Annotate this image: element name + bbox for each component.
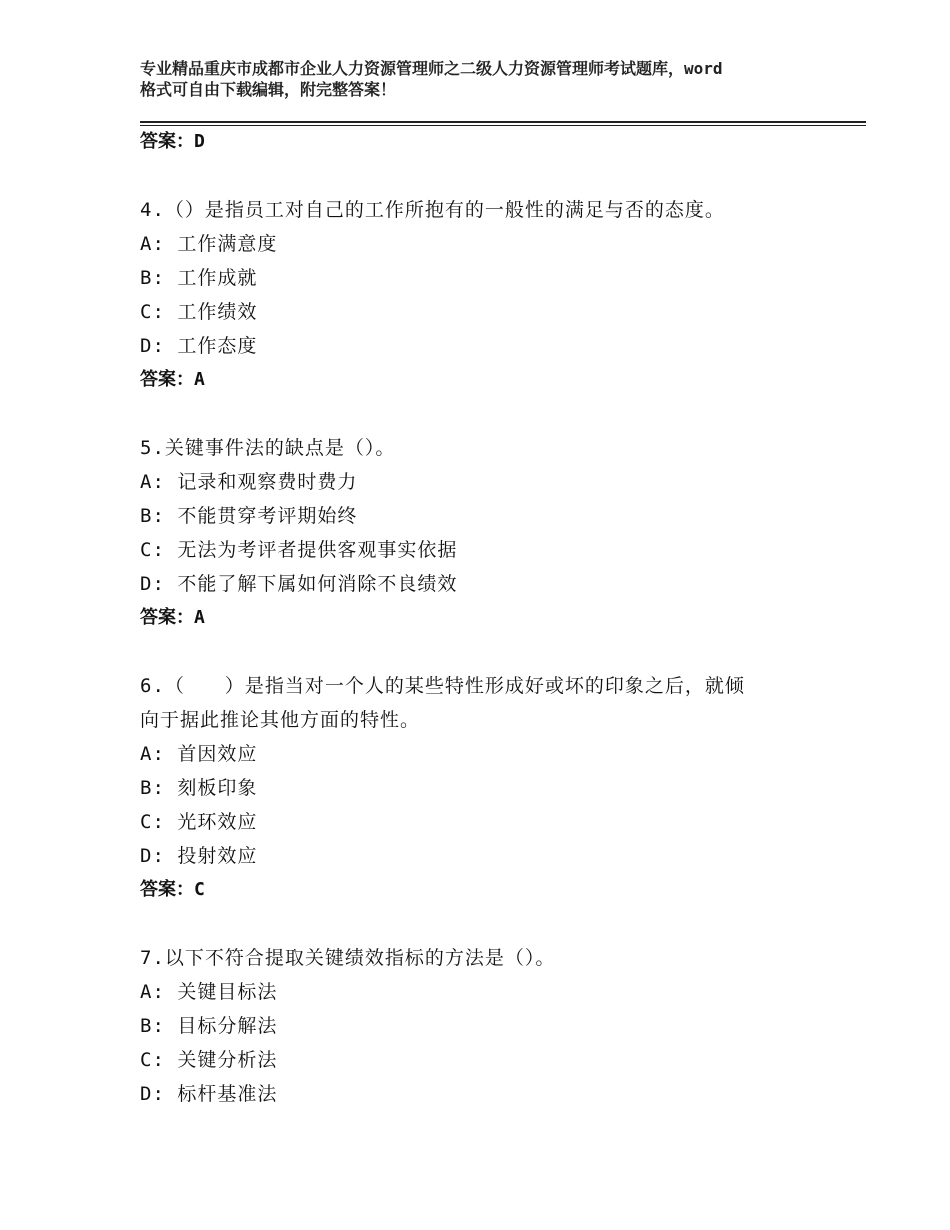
option-q5-a: A: 记录和观察费时费力	[140, 471, 358, 493]
question-q4: 4.（）是指员工对自己的工作所抱有的一般性的满足与否的态度。	[140, 199, 725, 221]
option-q4-c: C: 工作绩效	[140, 301, 258, 323]
option-q4-d: D: 工作态度	[140, 335, 258, 357]
option-q7-d: D: 标杆基准法	[140, 1083, 278, 1105]
option-q4-b: B: 工作成就	[140, 267, 258, 289]
spacer	[140, 159, 860, 193]
spacer	[140, 635, 860, 669]
question-q5: 5.关键事件法的缺点是（）。	[140, 437, 396, 459]
document-header	[140, 58, 840, 100]
option-q4-a: A: 工作满意度	[140, 233, 278, 255]
option-q6-b: B: 刻板印象	[140, 777, 258, 799]
answer-q3: 答案：D	[140, 131, 205, 152]
question-q7: 7.以下不符合提取关键绩效指标的方法是（）。	[140, 947, 556, 969]
answer-q5: 答案：A	[140, 607, 205, 628]
option-q7-a: A: 关键目标法	[140, 981, 278, 1003]
question-q6-line-1: 6.（ ）是指当对一个人的某些特性形成好或坏的印象之后，就倾	[140, 675, 745, 697]
spacer	[140, 397, 860, 431]
answer-q6: 答案：C	[140, 879, 205, 900]
spacer	[140, 907, 860, 941]
question-q6-line-2: 向于据此推论其他方面的特性。	[140, 709, 421, 731]
header-title-line-1: 专业精品重庆市成都市企业人力资源管理师之二级人力资源管理师考试题库，word	[140, 59, 723, 78]
header-divider-thick	[140, 121, 866, 123]
option-q5-c: C: 无法为考评者提供客观事实依据	[140, 539, 458, 561]
option-q7-c: C: 关键分析法	[140, 1049, 278, 1071]
option-q6-c: C: 光环效应	[140, 811, 258, 833]
option-q6-d: D: 投射效应	[140, 845, 258, 867]
option-q6-a: A: 首因效应	[140, 743, 258, 765]
option-q7-b: B: 目标分解法	[140, 1015, 278, 1037]
header-title-line-2: 格式可自由下载编辑，附完整答案！	[140, 80, 397, 99]
option-q5-d: D: 不能了解下属如何消除不良绩效	[140, 573, 458, 595]
answer-q4: 答案：A	[140, 369, 205, 390]
document-body	[140, 125, 860, 1111]
option-q5-b: B: 不能贯穿考评期始终	[140, 505, 358, 527]
